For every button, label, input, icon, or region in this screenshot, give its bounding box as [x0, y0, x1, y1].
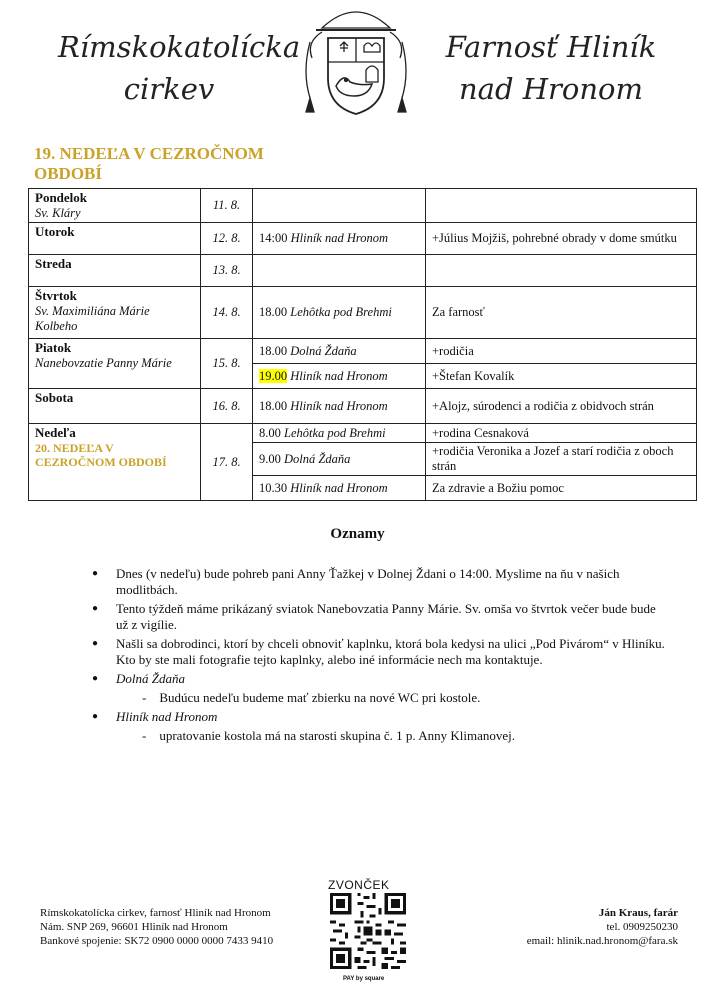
mass-schedule-table [28, 188, 697, 501]
time-place-cell [253, 223, 426, 255]
mass-time-highlighted: 19.00 [259, 368, 288, 383]
day-cell [29, 189, 201, 223]
intention-cell: +rodina Cesnaková [426, 424, 697, 443]
intention-cell [426, 255, 697, 287]
day-label: Streda [35, 256, 72, 271]
header-left-line1: Rímskokatolícka [58, 30, 301, 64]
mass-time: 18.00 [259, 398, 288, 413]
header-right [440, 26, 662, 110]
table-row [29, 389, 697, 424]
table-row [29, 255, 697, 287]
place-note: - Budúcu nedeľu budeme mať zbierku na nové WC pri kostole. [142, 690, 481, 705]
time-place-cell [253, 339, 426, 364]
day-cell [29, 287, 201, 339]
table-row [29, 287, 697, 339]
mass-time: 14:00 [259, 231, 288, 245]
mass-place: Lehôtka pod Brehmi [284, 425, 386, 440]
list-item: ● Našli sa dobrodinci, ktorí by chceli obnoviť kaplnku, ktorá bola kedysi na ulici „Pod Pivárom“ v Hliníku. Kto by ste mali fotografie tejto kaplnky, alebo iné informácie nech ma kontaktuje. [98, 636, 668, 668]
header-left-line2: cirkev [123, 72, 215, 106]
intention-cell: Za zdravie a Božiu pomoc [426, 476, 697, 501]
qr-code-icon [330, 893, 406, 969]
time-place-cell [253, 189, 426, 223]
mass-place: Hliník nad Hronom [290, 480, 388, 495]
intention-cell: +Alojz, súrodenci a rodičia z obidvoch strán [426, 389, 697, 424]
table-row [29, 223, 697, 255]
place-heading: Hliník nad Hronom [116, 709, 218, 724]
saint-label: Sv. Kláry [35, 206, 81, 220]
time-place-cell [253, 364, 426, 389]
list-item [98, 709, 668, 744]
header-left [58, 26, 301, 110]
date-cell: 17. 8. [201, 424, 253, 501]
time-place-cell [253, 389, 426, 424]
mass-place: Lehôtka pod Brehmi [290, 305, 392, 319]
time-place-cell [253, 255, 426, 287]
footer-left [40, 906, 273, 948]
time-place-cell [253, 287, 426, 339]
saint-label: Sv. Maximiliána Márie Kolbeho [35, 304, 150, 333]
time-place-cell [253, 424, 426, 443]
day-cell [29, 339, 201, 389]
header-right-line1: Farnosť Hliník [445, 30, 657, 64]
list-item: ● Tento týždeň máme prikázaný sviatok Nanebovzatia Panny Márie. Sv. omša vo štvrtok večer bude bude už z vigílie. [98, 601, 668, 633]
footer-phone: tel. 0909250230 [606, 921, 678, 933]
date-cell: 14. 8. [201, 287, 253, 339]
footer-org: Rímskokatolícka cirkev, farnosť Hliník nad Hronom [40, 907, 271, 919]
list-item: ● Dnes (v nedeľu) bude pohreb pani Anny Ťažkej v Dolnej Ždani o 14:00. Myslime na ňu v našich modlitbách. [98, 566, 668, 598]
time-place-cell [253, 476, 426, 501]
list-item [98, 671, 668, 706]
place-heading: Dolná Ždaňa [116, 671, 185, 686]
mass-time: 9.00 [259, 451, 281, 466]
mass-place: Dolná Ždaňa [290, 343, 357, 358]
mass-time: 10.30 [259, 480, 288, 495]
day-cell [29, 424, 201, 501]
announcements-title: Oznamy [330, 526, 385, 542]
intention-cell: +rodičia [426, 339, 697, 364]
date-cell: 11. 8. [201, 189, 253, 223]
saint-label: Nanebovzatie Panny Márie [35, 356, 172, 370]
mass-place: Hliník nad Hronom [290, 368, 388, 383]
day-label: Sobota [35, 390, 74, 405]
intention-cell [426, 189, 697, 223]
day-cell [29, 223, 201, 255]
intention-cell: +Štefan Kovalík [426, 364, 697, 389]
day-cell [29, 255, 201, 287]
mass-time: 8.00 [259, 425, 281, 440]
mass-place: Hliník nad Hronom [290, 231, 389, 245]
place-note-text: Budúcu nedeľu budeme mať zbierku na nové WC pri kostole. [159, 690, 481, 705]
date-cell: 15. 8. [201, 339, 253, 389]
day-cell [29, 389, 201, 424]
mass-time: 18.00 [259, 343, 288, 358]
header-right-line2: nad Hronom [459, 72, 643, 106]
intention-cell: +Július Mojžiš, pohrebné obrady v dome smútku [426, 223, 697, 255]
day-label: Piatok [35, 340, 72, 355]
footer-address: Nám. SNP 269, 96601 Hliník nad Hronom [40, 921, 228, 933]
pay-by-square-label: PAY by square [343, 976, 385, 982]
week-title: 19. NEDEĽA V CEZROČNOM OBDOBÍ [34, 144, 264, 183]
footer-priest: Ján Kraus, farár [598, 907, 678, 919]
place-note-text: upratovanie kostola má na starosti skupina č. 1 p. Anny Klimanovej. [159, 728, 515, 743]
table-row [29, 189, 697, 223]
qr-label: ZVONČEK [328, 878, 390, 892]
coat-of-arms-icon [300, 2, 412, 127]
date-cell: 12. 8. [201, 223, 253, 255]
mass-place: Dolná Ždaňa [284, 451, 351, 466]
mass-time: 18.00 [259, 305, 288, 319]
footer-email: email: hlinik.nad.hronom@fara.sk [526, 935, 678, 947]
date-cell: 16. 8. [201, 389, 253, 424]
table-row [29, 339, 697, 364]
intention-cell: Za farnosť [426, 287, 697, 339]
day-label: Štvrtok [35, 288, 77, 303]
date-cell: 13. 8. [201, 255, 253, 287]
feast-label: 20. NEDEĽA V CEZROČNOM OBDOBÍ [35, 441, 167, 469]
footer-bank: Bankové spojenie: SK72 0900 0000 0000 7433 9410 [40, 935, 274, 947]
day-label: Pondelok [35, 190, 88, 205]
place-note: - upratovanie kostola má na starosti skupina č. 1 p. Anny Klimanovej. [142, 728, 515, 743]
time-place-cell [253, 443, 426, 476]
table-row [29, 424, 697, 443]
mass-place: Hliník nad Hronom [290, 398, 388, 413]
day-label: Nedeľa [35, 425, 76, 440]
footer-right [460, 906, 678, 948]
announcements-list [98, 566, 668, 747]
day-label: Utorok [35, 224, 75, 239]
intention-cell: +rodičia Veronika a Jozef a starí rodičia z oboch strán [426, 443, 697, 476]
